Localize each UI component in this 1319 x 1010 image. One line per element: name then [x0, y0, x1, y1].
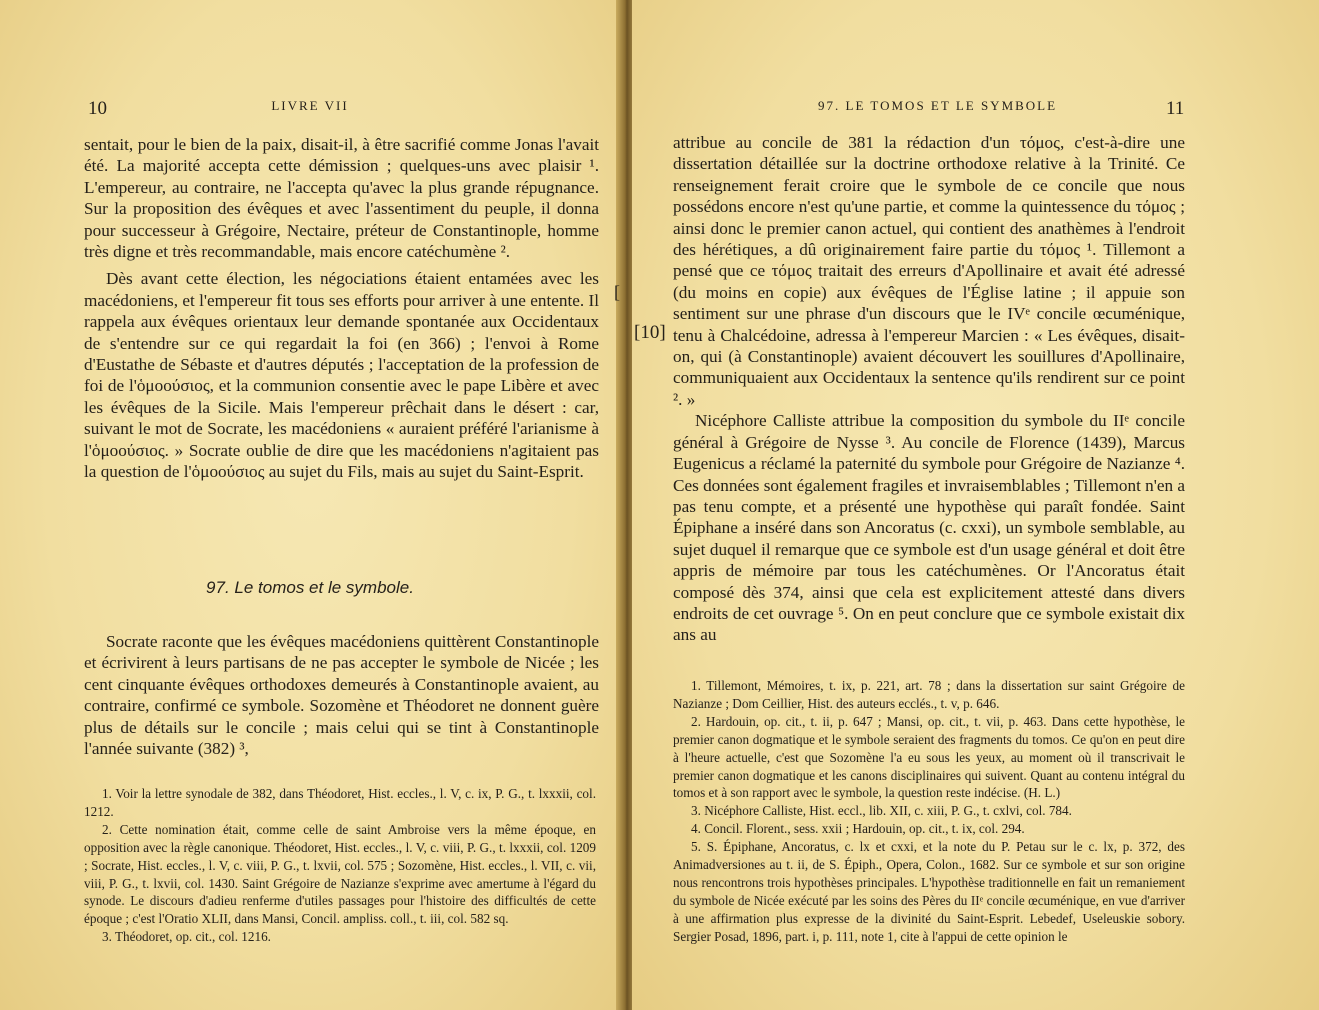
page-number: 11: [1166, 98, 1185, 119]
running-head: 97. LE TOMOS ET LE SYMBOLE: [818, 98, 1058, 113]
paragraph: Nicéphore Calliste attribue la composition du symbole du IIᵉ concile général à Grégoire de Nysse ³. Au concile de Florence (1439), Marcus Eugenicus a réclamé la paternité du symbole pour Grégoire de Nazianze ⁴. Ces données sont également fragiles et invraisemblables ; Tillemont n'en a pas tenu compte, et a présenté une hypothèse qui paraît fondée. Saint Épiphane a inséré dans son Ancoratus (c. cxxi), un symbole semblable, au sujet duquel il remarque que ce symbole est d'un usage général et doit être appris de mémoire par tous les catéchumènes. Or l'Ancoratus était composé dès 374, ainsi que cela est explicitement attesté dans divers endroits de cet ouvrage ⁵. On en peut conclure que ce symbole existait dix ans au: [673, 411, 1185, 645]
footnotes: [673, 677, 1185, 946]
footnote: 2. Cette nomination était, comme celle de saint Ambroise vers la même époque, en opposition avec la règle canonique. Théodoret, Hist. eccles., l. V, c. viii, P. G., t. lxxxii, col. 1209 ; Socrate, Hist. eccles., l. V, c. viii, P. G., t. lxvii, col. 575 ; Sozomène, Hist. eccles., l. VII, c. vii, viii, P. G., t. lxvii, col. 1430. Saint Grégoire de Nazianze s'exprime avec amertume à l'égard du synode. Le discours d'adieu renferme d'utiles passages pour l'histoire des difficultés de cette époque ; c'est l'Oratio XLII, dans Mansi, Concil. ampliss. coll., t. iii, col. 582 sq.: [84, 821, 596, 927]
left-page: [0, 0, 620, 1010]
section-title: 97. Le tomos et le symbole.: [206, 578, 414, 597]
footnote: 3. Théodoret, op. cit., col. 1216.: [102, 929, 271, 945]
paragraph: sentait, pour le bien de la paix, disait-il, à être sacrifié comme Jonas l'avait été. La majorité accepta cette démission ; quelques-uns avec plaisir ¹. L'empereur, au contraire, ne l'accepta qu'avec la plus grande répugnance. Sur la proposition des évêques et avec l'assentiment du peuple, il donna pour successeur à Grégoire, Nectaire, préteur de Constantinople, homme très digne et très recommandable, mais encore catéchumène ².: [84, 135, 599, 262]
section-text: [84, 631, 599, 759]
right-page: [632, 0, 1319, 1010]
footnote: 5. S. Épiphane, Ancoratus, c. lx et cxxi, et la note du P. Petau sur le c. lx, p. 372, des Animadversiones au t. ii, de S. Épiph., Opera, Colon., 1682. Sur ce symbole et sur son origine nous rencontrons trois hypothèses principales. L'hypothèse traditionnelle en fait un remaniement du symbole de Nicée exécuté par les soins des Pères du IIᵉ concile œcuménique, en vue d'arriver à une affirmation plus expresse de la divinité du Saint-Esprit. Lebedef, Useleuskie sobory. Sergier Posad, 1896, part. i, p. 111, note 1, cite à l'appui de cette opinion le: [673, 839, 1185, 944]
page-number: 10: [88, 98, 107, 119]
footnote: 3. Nicéphore Calliste, Hist. eccl., lib. XII, c. xiii, P. G., t. cxlvi, col. 784.: [691, 803, 1072, 819]
main-text: [673, 132, 1185, 646]
running-head: LIVRE VII: [271, 98, 349, 113]
paragraph: attribue au concile de 381 la rédaction d'un τόμος, c'est-à-dire une dissertation détaillée sur la doctrine orthodoxe relative à la Trinité. Ce renseignement ferait croire que le symbole de ce concile que nous possédons encore n'est qu'une partie, et comme la quintessence du τόμος ; ainsi donc le premier canon actuel, qui contient des anathèmes à l'endroit des hérétiques, a dû originairement faire partie du τόμος ¹. Tillemont a pensé que ce τόμος traitait des erreurs d'Apollinaire et avait été adressé (du moins en copie) aux évêques de l'Église latine ; il appuie son sentiment sur une phrase d'un discours que le IVᵉ concile œcuménique, tenu à Chalcédoine, adressa à l'empereur Marcien : « Les évêques, disait-on, qui (à Constantinople) avaient découvert les souillures d'Apollinaire, communiquaient aux Occidentaux la sentence qu'ils rendirent sur ce point ². »: [673, 133, 1185, 409]
footnote: 2. Hardouin, op. cit., t. ii, p. 647 ; Mansi, op. cit., t. vii, p. 463. Dans cette hypothèse, le premier canon dogmatique et le symbole seraient des fragments du tomos. Ce qu'on en peut dire à l'heure actuelle, c'est que Sozomène l'a eu sous les yeux, au moment où il transcrivait le premier canon dogmatique et les canons disciplinaires qui suivent. Quant au contenu intégral du tomos et à son rapport avec le symbole, la question reste indécise. (H. L.): [673, 713, 1185, 801]
footnote: 1. Voir la lettre synodale de 382, dans Théodoret, Hist. eccles., l. V, c. ix, P. G., t. lxxxii, col. 1212.: [84, 786, 596, 819]
main-text: [84, 134, 599, 483]
footnotes: [84, 785, 596, 946]
footnote: 1. Tillemont, Mémoires, t. ix, p. 221, art. 78 ; dans la dissertation sur saint Grégoire de Nazianze ; Dom Ceillier, Hist. des auteurs ecclés., t. v, p. 646.: [673, 678, 1185, 711]
paragraph: Socrate raconte que les évêques macédoniens quittèrent Constantinople et écrivirent à leurs partisans de ne pas accepter le symbole de Nicée ; les cent cinquante évêques orthodoxes demeurés à Constantinople avaient, au contraire, confirmé ce symbole. Sozomène et Théodoret ne donnent guère plus de détails sur le concile ; mais celui qui se tint à Constantinople l'année suivante (382) ³,: [84, 632, 599, 759]
margin-bracket: [: [614, 282, 620, 302]
margin-marker: [10]: [634, 322, 666, 343]
footnote: 4. Concil. Florent., sess. xxii ; Hardouin, op. cit., t. ix, col. 294.: [691, 821, 1025, 837]
paragraph: Dès avant cette élection, les négociations étaient entamées avec les macédoniens, et l'empereur fit tous ses efforts pour arriver à une entente. Il rappela aux évêques orientaux leur demande spontanée aux Occidentaux de s'entendre sur ce qui regardait la foi (en 366) ; l'envoi à Rome d'Eustathe de Sébaste et d'autres députés ; l'acceptation de la profession de foi de l'ὁμοούσιος, et la communion consentie avec le pape Libère et avec les évêques de la Sicile. Mais l'empereur prêchait dans le désert : car, suivant le mot de Socrate, les macédoniens « auraient préféré l'arianisme à l'ὁμοούσιος. » Socrate oublie de dire que les macédoniens n'agitaient pas la question de l'ὁμοούσιος au sujet du Fils, mais au sujet du Saint-Esprit.: [84, 269, 599, 482]
